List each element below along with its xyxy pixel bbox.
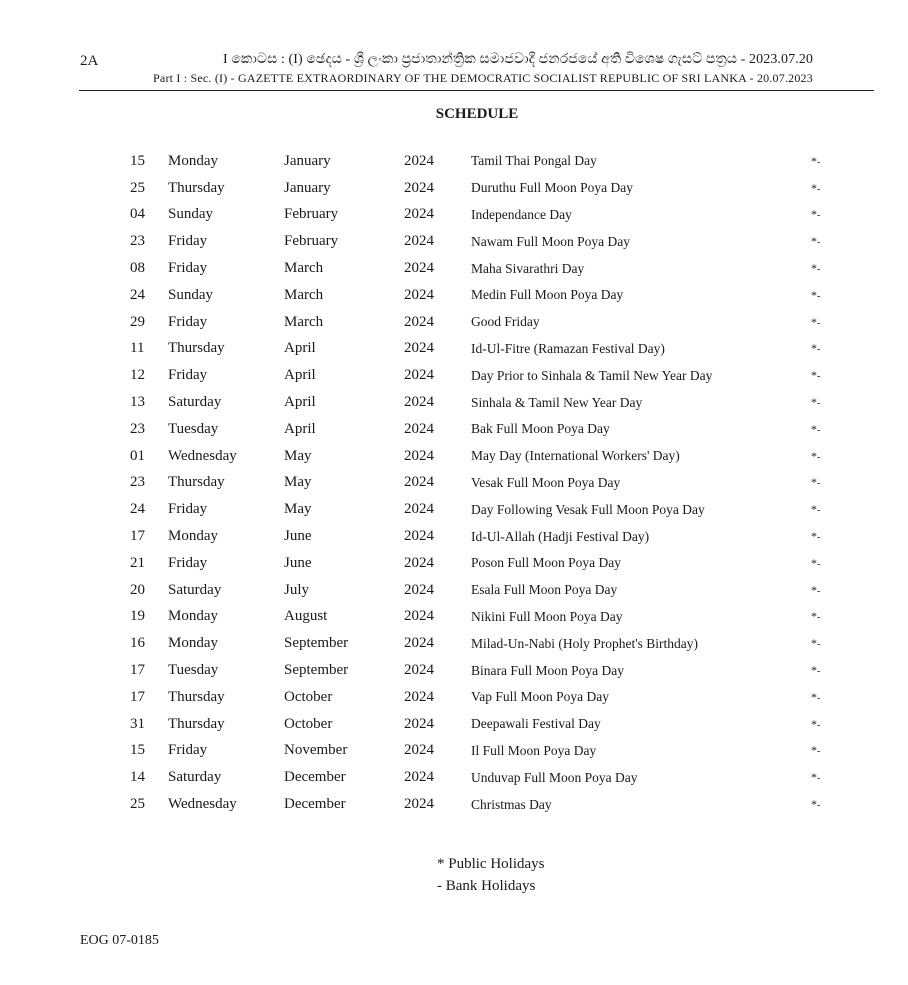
table-row (130, 711, 831, 738)
table-row (130, 738, 831, 765)
table-row (130, 175, 831, 202)
holiday-weekday: Sunday (168, 286, 213, 303)
holiday-weekday: Saturday (168, 581, 222, 598)
bank-holiday-mark: - (817, 639, 821, 651)
public-holiday-mark: * (811, 153, 817, 168)
holiday-day: 31 (130, 715, 145, 732)
holiday-name: Tamil Thai Pongal Day (471, 153, 597, 169)
table-row (130, 684, 831, 711)
holiday-day: 24 (130, 286, 145, 303)
bank-holiday-mark: - (817, 692, 821, 704)
holiday-day: 24 (130, 501, 145, 518)
holiday-year: 2024 (404, 581, 434, 598)
public-holiday-mark: * (811, 180, 817, 195)
holiday-month: December (284, 796, 346, 813)
public-holiday-mark: * (811, 368, 817, 383)
table-row (130, 389, 831, 416)
public-holiday-mark: * (811, 475, 817, 490)
holiday-type-marks (811, 389, 831, 416)
table-row (130, 228, 831, 255)
holiday-month: January (284, 179, 331, 196)
holiday-weekday: Friday (168, 554, 208, 571)
public-holiday-mark: * (811, 529, 817, 544)
public-holiday-mark: * (811, 448, 817, 463)
holiday-day: 12 (130, 367, 145, 384)
bank-holiday-mark: - (817, 264, 821, 276)
table-row (130, 550, 831, 577)
holiday-type-marks (811, 470, 831, 497)
holiday-year: 2024 (404, 233, 434, 250)
public-holiday-mark: * (811, 555, 817, 570)
bank-holiday-mark: - (817, 532, 821, 544)
holiday-type-marks (811, 148, 831, 175)
holiday-month: November (284, 742, 348, 759)
holiday-type-marks (811, 202, 831, 229)
holiday-year: 2024 (404, 528, 434, 545)
holiday-name: Independance Day (471, 206, 572, 222)
holiday-month: September (284, 635, 349, 652)
holiday-year: 2024 (404, 688, 434, 705)
holiday-year: 2024 (404, 260, 434, 277)
holiday-year: 2024 (404, 367, 434, 384)
holiday-year: 2024 (404, 635, 434, 652)
table-row (130, 630, 831, 657)
table-row (130, 604, 831, 631)
holiday-name: Day Following Vesak Full Moon Poya Day (471, 501, 705, 517)
holiday-name: Bak Full Moon Poya Day (471, 421, 610, 437)
holiday-month: February (284, 206, 339, 223)
table-row (130, 496, 831, 523)
holiday-day: 16 (130, 635, 145, 652)
holiday-type-marks (811, 550, 831, 577)
holiday-weekday: Tuesday (168, 662, 219, 679)
table-row (130, 148, 831, 175)
holiday-name: Nikini Full Moon Poya Day (471, 608, 623, 624)
holiday-name: Nawam Full Moon Poya Day (471, 233, 630, 249)
holiday-month: April (284, 367, 316, 384)
table-row (130, 336, 831, 363)
holiday-month: April (284, 394, 316, 411)
holiday-name: Vesak Full Moon Poya Day (471, 474, 621, 490)
holiday-type-marks (811, 496, 831, 523)
holiday-month: August (284, 608, 328, 625)
table-row (130, 764, 831, 791)
holiday-month: April (284, 420, 316, 437)
holiday-type-marks (811, 282, 831, 309)
holiday-day: 17 (130, 662, 145, 679)
holiday-month: July (284, 581, 310, 598)
holiday-year: 2024 (404, 179, 434, 196)
holiday-month: December (284, 769, 346, 786)
holiday-day: 25 (130, 796, 145, 813)
holiday-day: 19 (130, 608, 145, 625)
holiday-name: Maha Sivarathri Day (471, 260, 585, 276)
public-holiday-mark: * (811, 743, 817, 758)
holiday-year: 2024 (404, 501, 434, 518)
table-row (130, 657, 831, 684)
holiday-type-marks (811, 604, 831, 631)
holiday-type-marks (811, 175, 831, 202)
bank-holiday-mark: - (817, 558, 821, 570)
holiday-month: October (284, 715, 333, 732)
public-holiday-mark: * (811, 341, 817, 356)
bank-holiday-mark: - (817, 719, 821, 731)
holiday-year: 2024 (404, 152, 434, 169)
holiday-month: April (284, 340, 316, 357)
schedule-table-body (130, 148, 831, 818)
holiday-year: 2024 (404, 206, 434, 223)
holiday-name: Id-Ul-Fitre (Ramazan Festival Day) (471, 340, 665, 356)
holiday-type-marks (811, 711, 831, 738)
holiday-type-marks (811, 336, 831, 363)
public-holiday-mark: * (811, 636, 817, 651)
holiday-type-marks (811, 630, 831, 657)
holiday-year: 2024 (404, 554, 434, 571)
holiday-type-marks (811, 228, 831, 255)
holiday-day: 11 (130, 340, 145, 357)
holiday-year: 2024 (404, 662, 434, 679)
bank-holiday-mark: - (817, 237, 821, 249)
table-row (130, 791, 831, 818)
holiday-day: 20 (130, 581, 145, 598)
public-holiday-mark: * (811, 314, 817, 329)
holiday-day: 23 (130, 474, 145, 491)
table-row (130, 577, 831, 604)
holiday-month: January (284, 152, 331, 169)
bank-holiday-mark: - (817, 746, 821, 758)
holiday-type-marks (811, 523, 831, 550)
bank-holiday-mark: - (817, 210, 821, 222)
holiday-year: 2024 (404, 420, 434, 437)
bank-holiday-mark: - (817, 505, 821, 517)
holiday-day: 23 (130, 420, 145, 437)
holiday-weekday: Thursday (168, 474, 225, 491)
holiday-weekday: Saturday (168, 769, 222, 786)
holiday-year: 2024 (404, 394, 434, 411)
schedule-table (130, 148, 831, 818)
holiday-day: 01 (130, 447, 145, 464)
holiday-weekday: Tuesday (168, 420, 219, 437)
holiday-name: Sinhala & Tamil New Year Day (471, 394, 643, 410)
holiday-day: 15 (130, 742, 145, 759)
public-holiday-mark: * (811, 207, 817, 222)
table-row (130, 443, 831, 470)
holiday-month: May (284, 474, 312, 491)
holiday-weekday: Friday (168, 233, 208, 250)
holiday-type-marks (811, 309, 831, 336)
public-holiday-mark: * (811, 663, 817, 678)
holiday-weekday: Thursday (168, 688, 225, 705)
holiday-day: 17 (130, 528, 145, 545)
bank-holiday-mark: - (817, 585, 821, 597)
holiday-year: 2024 (404, 742, 434, 759)
holiday-name: Good Friday (471, 314, 540, 330)
public-holiday-mark: * (811, 502, 817, 517)
holiday-name: Il Full Moon Poya Day (471, 742, 597, 758)
public-holiday-mark: * (811, 582, 817, 597)
legend-bank-holidays: - Bank Holidays (437, 878, 536, 894)
table-row (130, 309, 831, 336)
holiday-name: Esala Full Moon Poya Day (471, 582, 618, 598)
holiday-name: Milad-Un-Nabi (Holy Prophet's Birthday) (471, 635, 699, 651)
holiday-month: October (284, 688, 333, 705)
table-row (130, 202, 831, 229)
public-holiday-mark: * (811, 395, 817, 410)
bank-holiday-mark: - (817, 398, 821, 410)
holiday-name: Vap Full Moon Poya Day (471, 689, 609, 705)
bank-holiday-mark: - (817, 773, 821, 785)
table-row (130, 470, 831, 497)
holiday-name: Poson Full Moon Poya Day (471, 555, 622, 571)
holiday-name: Day Prior to Sinhala & Tamil New Year Day (471, 367, 713, 383)
holiday-weekday: Thursday (168, 340, 225, 357)
holiday-weekday: Friday (168, 260, 208, 277)
bank-holiday-mark: - (817, 156, 821, 168)
holiday-type-marks (811, 255, 831, 282)
bank-holiday-mark: - (817, 612, 821, 624)
bank-holiday-mark: - (817, 451, 821, 463)
public-holiday-mark: * (811, 770, 817, 785)
bank-holiday-mark: - (817, 424, 821, 436)
table-row (130, 255, 831, 282)
public-holiday-mark: * (811, 689, 817, 704)
holiday-weekday: Friday (168, 367, 208, 384)
footer-code: EOG 07-0185 (80, 933, 159, 948)
bank-holiday-mark: - (817, 800, 821, 812)
holiday-day: 15 (130, 152, 145, 169)
holiday-name: Christmas Day (471, 796, 552, 812)
holiday-year: 2024 (404, 286, 434, 303)
holiday-year: 2024 (404, 715, 434, 732)
holiday-day: 23 (130, 233, 145, 250)
holiday-weekday: Friday (168, 313, 208, 330)
holiday-day: 08 (130, 260, 145, 277)
holiday-month: June (284, 554, 312, 571)
public-holiday-mark: * (811, 421, 817, 436)
holiday-day: 25 (130, 179, 145, 196)
holiday-day: 17 (130, 688, 145, 705)
holiday-month: March (284, 313, 324, 330)
public-holiday-mark: * (811, 261, 817, 276)
bank-holiday-mark: - (817, 317, 821, 329)
table-row (130, 523, 831, 550)
holiday-year: 2024 (404, 313, 434, 330)
holiday-weekday: Monday (168, 152, 218, 169)
legend (437, 853, 545, 897)
holiday-month: September (284, 662, 349, 679)
bank-holiday-mark: - (817, 371, 821, 383)
holiday-weekday: Thursday (168, 715, 225, 732)
holiday-day: 21 (130, 554, 145, 571)
holiday-day: 14 (130, 769, 145, 786)
holiday-weekday: Wednesday (168, 447, 237, 464)
legend-public-holidays: * Public Holidays (437, 856, 545, 872)
holiday-weekday: Friday (168, 501, 208, 518)
header-english-title: Part I : Sec. (I) - GAZETTE EXTRAORDINARY OF THE DEMOCRATIC SOCIALIST REPUBLIC OF SRI LANKA - 20.07.2023 (153, 71, 813, 85)
public-holiday-mark: * (811, 234, 817, 249)
holiday-weekday: Monday (168, 528, 218, 545)
holiday-month: June (284, 528, 312, 545)
public-holiday-mark: * (811, 287, 817, 302)
holiday-type-marks (811, 443, 831, 470)
holiday-name: Medin Full Moon Poya Day (471, 287, 624, 303)
holiday-day: 29 (130, 313, 145, 330)
holiday-type-marks (811, 764, 831, 791)
public-holiday-mark: * (811, 716, 817, 731)
holiday-month: March (284, 260, 324, 277)
holiday-type-marks (811, 416, 831, 443)
holiday-name: Unduvap Full Moon Poya Day (471, 769, 638, 785)
schedule-title: SCHEDULE (435, 106, 519, 122)
header-sinhala-title: I කොටස : (I) ඡෙදය - ශ්‍රී ලංකා ප්‍රජාතාන්ත්‍රික සමාජවාදී ජනරජයේ අති විශෙෂ ගැසට් පත්‍රය - 2023.07.20 (222, 52, 814, 67)
holiday-month: February (284, 233, 339, 250)
bank-holiday-mark: - (817, 478, 821, 490)
holiday-month: March (284, 286, 324, 303)
header-divider (79, 90, 874, 91)
holiday-year: 2024 (404, 608, 434, 625)
holiday-type-marks (811, 738, 831, 765)
holiday-year: 2024 (404, 447, 434, 464)
public-holiday-mark: * (811, 609, 817, 624)
holiday-name: Id-Ul-Allah (Hadji Festival Day) (471, 528, 650, 544)
public-holiday-mark: * (811, 797, 817, 812)
table-row (130, 282, 831, 309)
holiday-day: 13 (130, 394, 145, 411)
table-row (130, 416, 831, 443)
bank-holiday-mark: - (817, 344, 821, 356)
holiday-weekday: Thursday (168, 179, 225, 196)
holiday-type-marks (811, 657, 831, 684)
holiday-year: 2024 (404, 769, 434, 786)
holiday-month: May (284, 501, 312, 518)
holiday-weekday: Sunday (168, 206, 213, 223)
holiday-type-marks (811, 791, 831, 818)
holiday-year: 2024 (404, 474, 434, 491)
holiday-weekday: Saturday (168, 394, 222, 411)
bank-holiday-mark: - (817, 666, 821, 678)
holiday-weekday: Friday (168, 742, 208, 759)
page-number: 2A (80, 53, 99, 69)
holiday-weekday: Monday (168, 635, 218, 652)
holiday-type-marks (811, 684, 831, 711)
holiday-name: May Day (International Workers' Day) (471, 448, 680, 464)
holiday-year: 2024 (404, 796, 434, 813)
bank-holiday-mark: - (817, 183, 821, 195)
holiday-name: Duruthu Full Moon Poya Day (471, 180, 633, 196)
bank-holiday-mark: - (817, 290, 821, 302)
holiday-month: May (284, 447, 312, 464)
holiday-day: 04 (130, 206, 145, 223)
holiday-year: 2024 (404, 340, 434, 357)
table-row (130, 362, 831, 389)
holiday-weekday: Wednesday (168, 796, 237, 813)
holiday-name: Deepawali Festival Day (471, 716, 601, 732)
holiday-type-marks (811, 577, 831, 604)
holiday-name: Binara Full Moon Poya Day (471, 662, 624, 678)
holiday-type-marks (811, 362, 831, 389)
holiday-weekday: Monday (168, 608, 218, 625)
